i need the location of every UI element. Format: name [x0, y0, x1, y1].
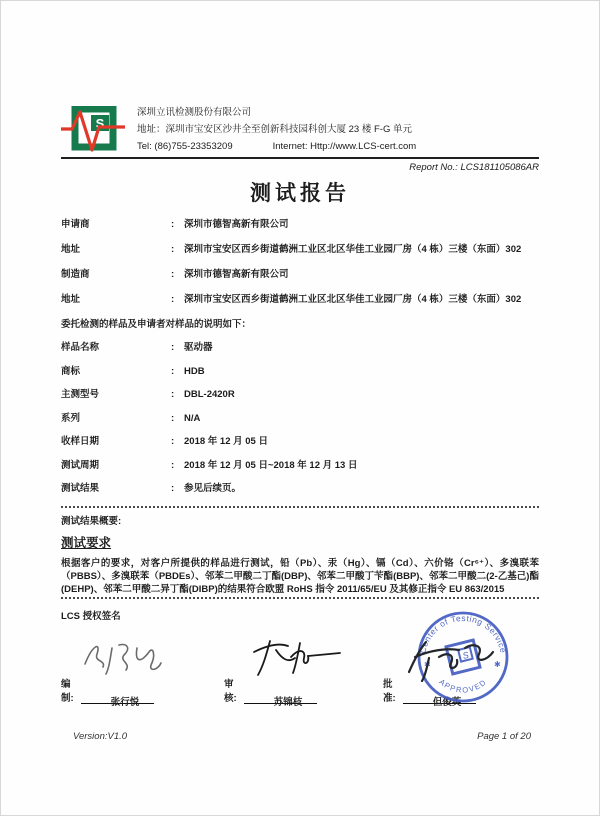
signer-name: 张行悦 — [110, 696, 140, 708]
stamp-star-right: ✱ — [494, 659, 501, 669]
page-title: 测试报告 — [250, 182, 350, 205]
handwritten-signature — [242, 636, 347, 678]
footer — [73, 731, 531, 742]
field-colon: : — [171, 244, 175, 255]
field-value: 深圳市宝安区西乡街道鹤洲工业区北区华佳工业园厂房（4 栋）三楼（东面）302 — [184, 244, 522, 255]
field-value: 2018 年 12 月 05 日 — [184, 436, 268, 447]
summary-label: 测试结果概要: — [61, 515, 122, 527]
field-row — [61, 243, 539, 257]
svg-text:S: S — [461, 649, 470, 661]
requirement-text: 根据客户的要求，对客户所提供的样品进行测试，铅（Pb）、汞（Hg）、镉（Cd）、六价铬（Cr⁶⁺）、多溴联苯（PBBS）、多溴联苯（PBDEs）、邻苯二甲酸二丁酯(DBP)、邻苯二甲酸丁苄酯(BBP)、邻苯二甲酸二(2-乙基己)酯(DEHP)、邻苯二甲酸二异丁酯(DIBP)的结果符合欧盟 RoHS 指令 2011/65/EU 及其修正指令 EU 863/2015 — [61, 557, 539, 595]
version-label: Version:V1.0 — [73, 731, 128, 742]
field-label: 商标 — [61, 365, 81, 377]
field-colon: : — [171, 436, 175, 447]
applicant-fields — [61, 218, 539, 307]
field-row — [61, 268, 539, 282]
field-colon: : — [171, 219, 175, 230]
dotted-divider — [61, 597, 539, 599]
field-label: 地址 — [61, 294, 81, 305]
tel: Tel: (86)755-23353209 — [137, 141, 233, 152]
stamp-arc-bottom-text: APPROVED — [437, 676, 489, 695]
field-colon: : — [171, 365, 175, 377]
authorized-signature-label: LCS 授权签名 — [61, 610, 121, 622]
svg-text:S: S — [95, 116, 105, 131]
sample-fields — [61, 341, 539, 496]
field-label: 主测型号 — [61, 389, 100, 400]
field-row — [61, 365, 539, 379]
signature-role-label: 编制: — [61, 678, 74, 704]
header — [61, 104, 539, 155]
handwritten-signature — [79, 636, 169, 678]
field-colon: : — [171, 459, 175, 471]
lcs-logo-icon — [61, 106, 125, 154]
field-value: 参见后续页。 — [184, 483, 242, 494]
header-divider — [61, 157, 539, 159]
field-label: 收样日期 — [61, 436, 100, 447]
report-number: Report No.: LCS181105086AR — [409, 162, 539, 173]
company-address: 地址：深圳市宝安区沙井全至创新科技园科创大厦 23 楼 F-G 单元 — [137, 124, 412, 135]
internet-url: Internet: Http://www.LCS-cert.com — [272, 141, 417, 152]
tel-row — [137, 138, 416, 155]
stamp-arc-top-text: Center of Testing Service — [417, 612, 509, 654]
field-row — [61, 218, 539, 232]
field-label: 申请商 — [61, 219, 90, 230]
field-row — [61, 482, 539, 496]
field-label: 系列 — [61, 412, 81, 424]
field-colon: : — [171, 412, 175, 424]
requirement-heading: 测试要求 — [61, 535, 112, 550]
field-colon: : — [171, 342, 175, 353]
field-value: 深圳市德智高新有限公司 — [184, 269, 289, 280]
field-value: 深圳市宝安区西乡街道鹤洲工业区北区华佳工业园厂房（4 栋）三楼（东面）302 — [184, 294, 522, 305]
field-value: 驱动器 — [184, 342, 213, 353]
field-row — [61, 293, 539, 307]
header-lines — [137, 104, 416, 155]
signature-role-label: 批准: — [383, 678, 396, 704]
sample-intro: 委托检测的样品及申请者对样品的说明如下： — [61, 319, 252, 330]
field-colon: : — [171, 483, 175, 494]
field-row — [61, 435, 539, 449]
field-label: 测试结果 — [61, 483, 100, 494]
field-value: 深圳市德智高新有限公司 — [184, 219, 289, 230]
field-row — [61, 341, 539, 355]
field-value: DBL-2420R — [184, 389, 235, 400]
field-value: N/A — [184, 412, 201, 424]
page-number: Page 1 of 20 — [477, 731, 531, 742]
field-colon: : — [171, 269, 175, 280]
stamp-star-left: ✱ — [424, 659, 431, 669]
field-row — [61, 388, 539, 402]
signer-name: 但俊英 — [432, 696, 462, 708]
field-label: 测试周期 — [61, 459, 100, 471]
field-colon: : — [171, 389, 175, 400]
signature-role-label: 审核: — [224, 678, 237, 704]
dotted-divider — [61, 506, 539, 508]
field-row — [61, 412, 539, 426]
field-row — [61, 459, 539, 473]
company-name: 深圳立讯检测股份有限公司 — [137, 107, 252, 118]
field-value: 2018 年 12 月 05 日~2018 年 12 月 13 日 — [184, 459, 358, 471]
handwritten-signature — [401, 636, 501, 682]
field-colon: : — [171, 294, 175, 305]
field-label: 样品名称 — [61, 342, 100, 353]
signer-name: 苏锦枝 — [273, 696, 303, 708]
field-label: 制造商 — [61, 269, 90, 280]
field-label: 地址 — [61, 244, 81, 255]
field-value: HDB — [184, 365, 205, 377]
